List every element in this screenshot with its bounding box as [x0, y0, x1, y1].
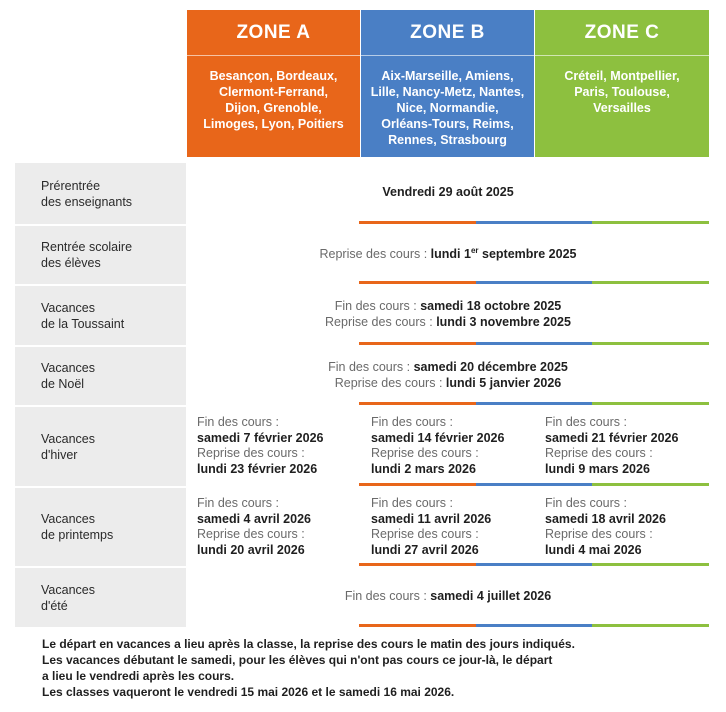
zone-a-city-line: Besançon, Bordeaux, [209, 69, 338, 83]
row-content [187, 163, 709, 224]
row-hiver [15, 407, 709, 486]
row-divider [359, 402, 709, 405]
hiver-c-fin: samedi 21 février 2026 [545, 430, 679, 445]
zone-a-city-line: Dijon, Grenoble, [225, 101, 322, 115]
footer-line: Les classes vaqueront le vendredi 15 mai 2026 et le samedi 16 mai 2026. [42, 685, 455, 699]
row-content [187, 488, 709, 566]
zone-b-city-line: Aix-Marseille, Amiens, [381, 69, 514, 83]
row-label-line: d'hiver [41, 447, 78, 462]
ete-fin: samedi 4 juillet 2026 [430, 589, 552, 603]
row-divider [359, 342, 709, 345]
printemps-b-reprise: lundi 27 avril 2026 [371, 542, 479, 557]
row-label [15, 568, 186, 627]
zone-b-city-line: Orléans-Tours, Reims, [381, 117, 514, 131]
row-divider [359, 563, 709, 566]
zone-a-city-line: Clermont-Ferrand, [218, 85, 329, 99]
reprise-label: Reprise des cours : [371, 446, 479, 460]
row-label-line: des enseignants [41, 194, 133, 209]
zone-b-cities [361, 55, 534, 157]
row-label-line: Rentrée scolaire [41, 240, 133, 254]
row-content [187, 407, 709, 486]
fin-label: Fin des cours : [344, 589, 427, 603]
reprise-label: Reprise des cours : [319, 246, 428, 261]
row-divider [359, 624, 709, 627]
rentree-reprise [320, 246, 577, 262]
reprise-label: Reprise des cours : [371, 527, 479, 541]
zone-c-title: ZONE C [535, 10, 709, 55]
printemps-zone-a-cell [187, 488, 361, 563]
reprise-label: Reprise des cours : [325, 315, 433, 329]
reprise-label: Reprise des cours : [545, 527, 653, 541]
zone-a-city-line: Limoges, Lyon, Poitiers [203, 117, 344, 131]
row-divider [359, 483, 709, 486]
row-rentree [15, 226, 709, 284]
row-label-line: Vacances [41, 582, 95, 597]
row-label-line: Vacances [41, 431, 95, 446]
row-label-line: Vacances [41, 361, 95, 375]
hiver-b-fin: samedi 14 février 2026 [371, 430, 505, 445]
hiver-b-reprise: lundi 2 mars 2026 [371, 461, 476, 476]
row-label [15, 286, 186, 345]
row-content [187, 568, 709, 627]
noel-fin: samedi 20 décembre 2025 [413, 359, 568, 374]
zone-c-column [535, 10, 709, 157]
printemps-c-reprise: lundi 4 mai 2026 [545, 542, 642, 557]
row-prerentree [15, 163, 709, 224]
zone-b-city-line: Rennes, Strasbourg [388, 133, 507, 147]
row-label [15, 488, 186, 566]
reprise-label: Reprise des cours : [197, 446, 305, 460]
zone-b-title: ZONE B [361, 10, 534, 55]
row-ete [15, 568, 709, 627]
fin-label: Fin des cours : [545, 496, 627, 510]
fin-label: Fin des cours : [328, 359, 411, 374]
footer-line: Les vacances débutant le samedi, pour les élèves qui n'ont pas cours ce jour-là, le départ [42, 653, 553, 667]
row-label-line: Vacances [41, 512, 95, 526]
fin-label: Fin des cours : [197, 496, 279, 510]
row-label-line: de printemps [41, 528, 114, 542]
zone-b-column [361, 10, 534, 157]
hiver-zone-c-cell [535, 407, 709, 483]
row-label [15, 407, 186, 486]
printemps-a-reprise: lundi 20 avril 2026 [197, 542, 305, 557]
printemps-a-fin: samedi 4 avril 2026 [197, 511, 311, 526]
row-divider [359, 281, 709, 284]
row-content [187, 347, 709, 405]
row-divider [359, 221, 709, 224]
reprise-label: Reprise des cours : [197, 527, 305, 541]
zone-c-city-line: Créteil, Montpellier, [564, 69, 680, 83]
row-label-line: de Noël [41, 377, 85, 391]
zone-b-city-line: Lille, Nancy-Metz, Nantes, [370, 85, 525, 99]
zone-a-cities [187, 55, 360, 157]
row-content [187, 286, 709, 345]
zone-c-city-line: Versailles [593, 101, 651, 115]
hiver-zone-a-cell [187, 407, 361, 483]
prerentree-date: Vendredi 29 août 2025 [382, 185, 514, 199]
row-label [15, 226, 186, 284]
fin-label: Fin des cours : [334, 299, 417, 313]
reprise-label: Reprise des cours : [545, 446, 653, 460]
footer-line: Le départ en vacances a lieu après la classe, la reprise des cours le matin des jours indiqués. [42, 637, 575, 651]
printemps-zone-b-cell [361, 488, 535, 563]
printemps-b-fin: samedi 11 avril 2026 [371, 511, 492, 526]
zone-b-city-line: Nice, Normandie, [396, 101, 499, 115]
row-label [15, 163, 186, 224]
zone-c-city-line: Paris, Toulouse, [574, 85, 670, 99]
row-toussaint [15, 286, 709, 345]
row-label-line: des élèves [41, 256, 101, 270]
fin-label: Fin des cours : [371, 496, 453, 510]
fin-label: Fin des cours : [545, 415, 627, 429]
rentree-date-prefix: lundi 1 [430, 246, 471, 261]
hiver-c-reprise: lundi 9 mars 2026 [545, 461, 650, 476]
hiver-a-reprise: lundi 23 février 2026 [197, 461, 318, 476]
row-label-line: Prérentrée [41, 178, 101, 193]
row-content [187, 226, 709, 284]
printemps-zone-c-cell [535, 488, 709, 563]
reprise-label: Reprise des cours : [334, 375, 443, 390]
noel-reprise: lundi 5 janvier 2026 [445, 375, 562, 390]
row-noel [15, 347, 709, 405]
toussaint-reprise: lundi 3 novembre 2025 [436, 315, 571, 329]
footer-notes [42, 636, 575, 700]
row-label-line: d'été [41, 598, 68, 613]
row-printemps [15, 488, 709, 566]
footer-line: a lieu le vendredi après les cours. [42, 669, 235, 683]
hiver-a-fin: samedi 7 février 2026 [197, 430, 324, 445]
rentree-date-suffix: septembre 2025 [478, 246, 577, 261]
zone-a-title: ZONE A [187, 10, 360, 55]
fin-label: Fin des cours : [371, 415, 453, 429]
row-label-line: de la Toussaint [41, 316, 125, 331]
zone-c-cities [535, 55, 709, 157]
row-label [15, 347, 186, 405]
rentree-date-sup: er [470, 245, 479, 255]
hiver-zone-b-cell [361, 407, 535, 483]
toussaint-fin: samedi 18 octobre 2025 [420, 299, 562, 313]
printemps-c-fin: samedi 18 avril 2026 [545, 511, 666, 526]
row-label-line: Vacances [41, 300, 95, 315]
fin-label: Fin des cours : [197, 415, 279, 429]
zone-a-column [187, 10, 360, 157]
